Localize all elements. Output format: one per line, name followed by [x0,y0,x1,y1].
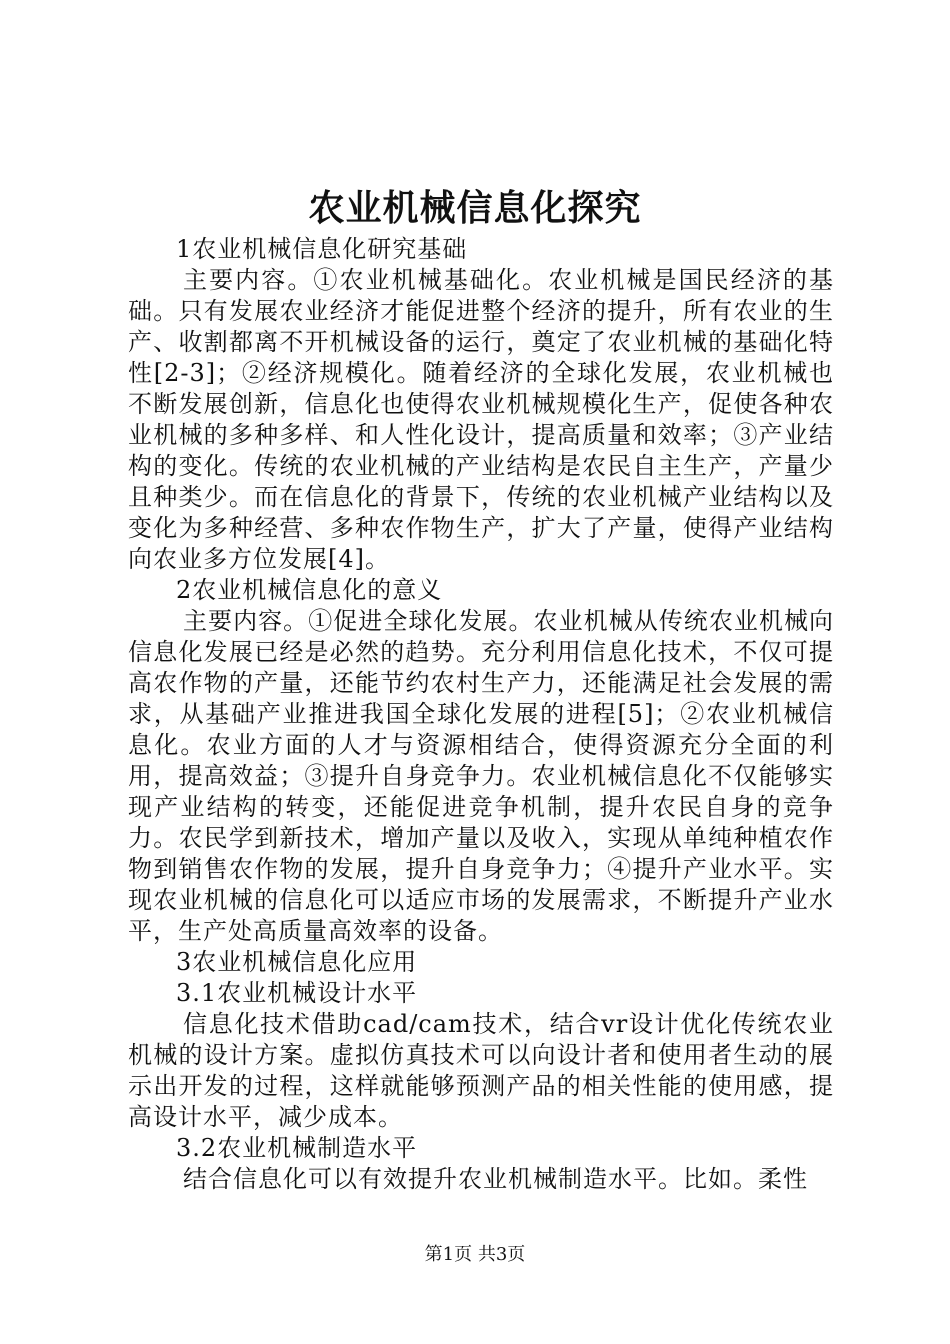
document-body [128,234,834,1195]
body-paragraph-4: 结合信息化可以有效提升农业机械制造水平。比如。柔性 [183,1165,808,1193]
section-heading-3: 3农业机械信息化应用 [176,948,418,976]
body-paragraph-3: 信息化技术借助cad/cam技术，结合vr设计优化传统农业机械的设计方案。虚拟仿真技术可以向设计者和使用者生动的展示出开发的过程，这样就能够预测产品的相关性能的使用感，提高设计水平，减少成本。 [128,1010,834,1131]
body-paragraph-1: 主要内容。①农业机械基础化。农业机械是国民经济的基础。只有发展农业经济才能促进整个经济的提升，所有农业的生产、收割都离不开机械设备的运行，奠定了农业机械的基础化特性[2-3]；②经济规模化。随着经济的全球化发展，农业机械也不断发展创新，信息化也使得农业机械规模化生产，促使各种农业机械的多种多样、和人性化设计，提高质量和效率；③产业结构的变化。传统的农业机械的产业结构是农民自主生产，产量少且种类少。而在信息化的背景下，传统的农业机械产业结构以及变化为多种经营、多种农作物生产，扩大了产量，使得产业结构向农业多方位发展[4]。 [128,266,834,573]
page-number-footer: 第1页 共3页 [424,1244,526,1265]
subsection-heading-3-1: 3.1农业机械设计水平 [176,979,418,1007]
section-heading-1: 1农业机械信息化研究基础 [176,235,468,263]
section-heading-2: 2农业机械信息化的意义 [176,576,443,604]
body-paragraph-2: 主要内容。①促进全球化发展。农业机械从传统农业机械向信息化发展已经是必然的趋势。充分利用信息化技术，不仅可提高农作物的产量，还能节约农村生产力，还能满足社会发展的需求，从基础产业推进我国全球化发展的进程[5]；②农业机械信息化。农业方面的人才与资源相结合，使得资源充分全面的利用，提高效益；③提升自身竞争力。农业机械信息化不仅能够实现产业结构的转变，还能促进竞争机制，提升农民自身的竞争力。农民学到新技术，增加产量以及收入，实现从单纯种植农作物到销售农作物的发展，提升自身竞争力；④提升产业水平。实现农业机械的信息化可以适应市场的发展需求，不断提升产业水平，生产处高质量高效率的设备。 [128,607,834,945]
subsection-heading-3-2: 3.2农业机械制造水平 [176,1134,418,1162]
document-title: 农业机械信息化探究 [308,187,642,229]
